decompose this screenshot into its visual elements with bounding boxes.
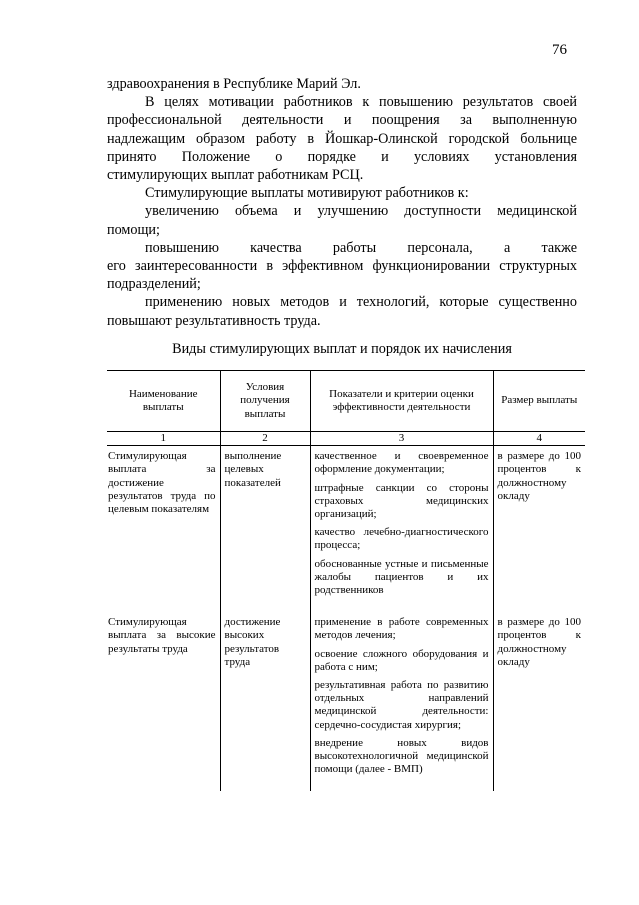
header-condition: Условия получения выплаты xyxy=(220,371,310,432)
paragraph-line: подразделений; xyxy=(107,276,201,293)
paragraph-line: повышают результативность труда. xyxy=(107,312,321,329)
paragraph-line: стимулирующих выплат работникам РСЦ. xyxy=(107,167,364,184)
criterion: обоснованные устные и письменные жалобы пациентов и их родственников xyxy=(314,557,489,597)
paragraph-line: его заинтересованности в эффективном функционировании структурных xyxy=(107,258,577,275)
paragraph-line: применению новых методов и технологий, которые существенно xyxy=(145,294,577,311)
page-number: 76 xyxy=(552,42,567,58)
paragraph-line: помощи; xyxy=(107,221,160,238)
criterion: качественное и своевременное оформление документации; xyxy=(314,450,489,476)
header-criteria: Показатели и критерии оценки эффективности деятельности xyxy=(310,371,493,432)
criterion: освоение сложного оборудования и работа с ним; xyxy=(314,647,489,673)
criterion: качество лечебно-диагностического процесса; xyxy=(314,526,489,552)
table-row xyxy=(107,612,585,791)
table-header-row xyxy=(107,371,585,432)
header-name: Наименование выплаты xyxy=(107,371,220,432)
payment-size: в размере до 100 процентов к должностному окладу xyxy=(493,446,585,613)
paragraph-line: надлежащим образом работу в Йошкар-Олинской городской больнице xyxy=(107,130,577,147)
paragraph-line: профессиональной деятельности и поощрения за выполненную xyxy=(107,112,577,129)
paragraph: Стимулирующие выплаты мотивируют работников к: xyxy=(145,185,469,202)
criterion: применение в работе современных методов лечения; xyxy=(314,616,489,642)
paragraph-line: принято Положение о порядке и условиях установления xyxy=(107,148,577,165)
table-title: Виды стимулирующих выплат и порядок их начисления xyxy=(172,341,512,357)
column-number: 1 xyxy=(107,432,220,446)
payment-condition: выполнение целевых показателей xyxy=(220,446,310,613)
payment-criteria xyxy=(310,446,493,613)
payment-condition: достижение высоких результатов труда xyxy=(220,612,310,791)
criterion: результативная работа по развитию отдельных направлений медицинской деятельности: сердечно-сосудистая хирургия; xyxy=(314,679,489,731)
column-number-row xyxy=(107,432,585,446)
payment-name: Стимулирующая выплата за достижение результатов труда по целевым показателям xyxy=(107,446,220,613)
body-text xyxy=(107,75,577,330)
paragraph-line: повышению качества работы персонала, а также xyxy=(145,239,577,256)
paragraph-line: увеличению объема и улучшению доступности медицинской xyxy=(145,203,577,220)
paragraph-line: В целях мотивации работников к повышению результатов своей xyxy=(145,94,577,111)
payments-table xyxy=(107,370,585,791)
criterion: штрафные санкции со стороны страховых медицинских организаций; xyxy=(314,481,489,521)
payment-size: в размере до 100 процентов к должностному окладу xyxy=(493,612,585,791)
criterion: внедрение новых видов высокотехнологичной медицинской помощи (далее - ВМП) xyxy=(314,736,489,776)
payment-name: Стимулирующая выплата за высокие результаты труда xyxy=(107,612,220,791)
column-number: 4 xyxy=(493,432,585,446)
column-number: 3 xyxy=(310,432,493,446)
payment-criteria xyxy=(310,612,493,791)
header-size: Размер выплаты xyxy=(493,371,585,432)
paragraph: здравоохранения в Республике Марий Эл. xyxy=(107,76,361,92)
table-row xyxy=(107,446,585,613)
column-number: 2 xyxy=(220,432,310,446)
